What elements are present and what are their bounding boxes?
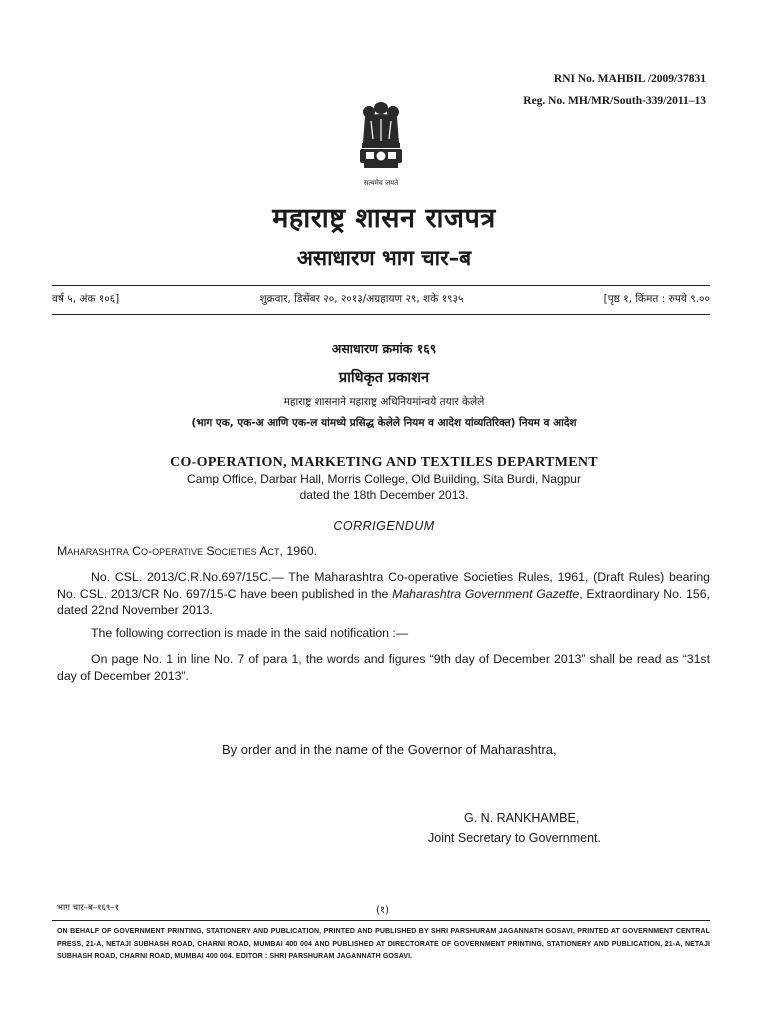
signatory-name: G. N. RANKHAMBE, (464, 811, 580, 825)
emblem-caption: सत्यमेव जयते (363, 179, 399, 187)
corrigendum-heading: CORRIGENDUM (333, 519, 435, 533)
extraordinary-number: असाधारण क्रमांक १६९ (331, 341, 437, 356)
authority-line-2: (भाग एक, एक-अ आणि एक-ल यांमध्ये प्रसिद्ध केलेले नियम व आदेश यांव्यतिरिक्त) नियम व आदेश (191, 417, 577, 429)
act-name: Maharashtra Co-operative Societies Act, 1960. (57, 544, 318, 558)
divider-top (52, 285, 710, 286)
divider-bottom (52, 314, 710, 315)
issue-info (52, 292, 710, 306)
authority-line-1: महाराष्ट्र शासनाने महाराष्ट्र अधिनियमांन्वये तयार केलेले (283, 396, 485, 408)
paragraph-1 (57, 569, 710, 619)
signatory-designation: Joint Secretary to Government. (428, 831, 601, 845)
paragraph-2: The following correction is made in the said notification :— (91, 626, 409, 640)
paragraph-1-suffix: , Extraordinary No. 156, dated 22nd November 2013. (57, 586, 710, 617)
gazette-title: महाराष्ट्र शासन राजपत्र (272, 203, 496, 234)
rni-number: RNI No. MAHBIL /2009/37831 (553, 73, 706, 85)
gazette-subtitle: असाधारण भाग चार–ब (296, 246, 472, 270)
imprint: ON BEHALF OF GOVERNMENT PRINTING, STATIONERY AND PUBLICATION, PRINTED AND PUBLISHED BY SHRI PARSHURAM JAGANNATH GOSAVI, PRINTED AT GOVERNMENT CENTRAL PRESS, 21-A, NETAJI SUBHASH ROAD, CHARNI ROAD, MUMBAI 400 004 AND PUBLISHED AT DIRECTORATE OF GOVERNMENT PRINTING, STATIONERY AND PUBLICATION, 21-A, NETAJI SUBHASH ROAD, CHARNI ROAD, MUMBAI 400 004. EDITOR : SHRI PARSHURAM JAGANNATH GOSAVI. (57, 928, 710, 960)
order-line: By order and in the name of the Governor of Maharashtra, (222, 742, 557, 757)
department-name: CO-OPERATION, MARKETING AND TEXTILES DEPARTMENT (170, 455, 598, 470)
ashoka-emblem-icon (343, 99, 419, 191)
authority-heading: प्राधिकृत प्रकाशन (338, 370, 430, 386)
department-address: Camp Office, Darbar Hall, Morris College, Old Building, Sita Burdi, Nagpur (187, 472, 581, 486)
state-emblem (343, 99, 419, 191)
paragraph-1-prefix: No. CSL. 2013/C.R.No.697/15C.— The Maharashtra Co-operative Societies Rules, 1961, (Draft Rules) bearing No. CSL. 2013/CR No. 697/15-C have been published in the (57, 570, 710, 601)
issue-volume: वर्ष ५, अंक १०६] (52, 293, 120, 305)
gazette-name: Maharashtra Government Gazette (392, 586, 580, 601)
issue-page-price: [पृष्ठ १, किंमत : रुपये ९.०० (603, 293, 710, 305)
footer-divider (52, 920, 710, 921)
page-number: (१) (376, 905, 390, 916)
paragraph-3: On page No. 1 in line No. 7 of para 1, the words and figures “9th day of December 2013” shall be read as “31st day of December 2013”. (57, 652, 710, 683)
department-date: dated the 18th December 2013. (299, 488, 469, 502)
footer-code: भाग चार–ब–१६९–१ (57, 903, 120, 913)
issue-date: शुक्रवार, डिसेंबर २०, २०१३/अग्रहायण २९, शके १९३५ (259, 293, 464, 305)
registration-number: Reg. No. MH/MR/South-339/2011–13 (523, 95, 706, 107)
